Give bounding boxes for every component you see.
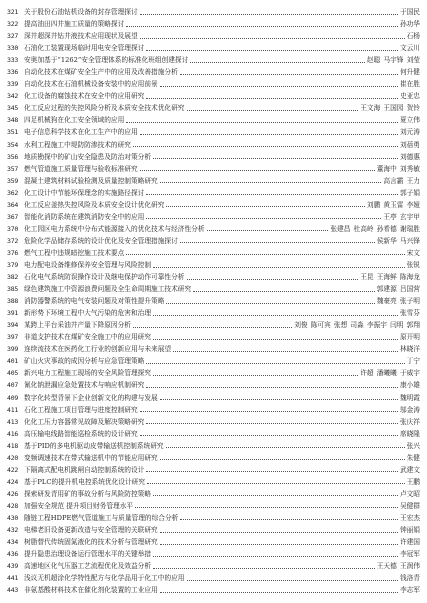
page-number: 367	[7, 212, 19, 221]
dot-leader	[153, 267, 405, 268]
page-number: 443	[7, 586, 19, 595]
article-title[interactable]: 某跨上平台采油井产量下降原因分析	[24, 321, 131, 330]
page-number: 409	[7, 393, 19, 402]
page-number: 357	[7, 164, 19, 173]
toc-entry[interactable]	[7, 139, 420, 151]
page-number: 388	[7, 297, 19, 306]
toc-entry[interactable]	[7, 416, 420, 428]
article-author: 郭子娟	[399, 188, 420, 197]
article-title[interactable]: 燃气管道施工质量管理与验收标准研究	[24, 164, 138, 173]
toc-entry[interactable]	[7, 548, 420, 560]
toc-entry[interactable]	[7, 259, 420, 271]
dot-leader	[160, 399, 398, 400]
article-title[interactable]: 化工反应釜热失控风险及本质安全设计优化研究	[24, 200, 165, 209]
article-author: 侯新华 马兴锋	[376, 236, 420, 245]
article-title[interactable]: 提升隐患治理设备运行管理水平的关键举措	[24, 550, 152, 559]
article-author: 孙功华	[399, 20, 420, 29]
article-title[interactable]: 树脂替代传统固氮液化的技术分析与管理研究	[24, 538, 158, 547]
page-number: 376	[7, 248, 19, 257]
article-author: 李志军	[399, 586, 420, 595]
page-number: 434	[7, 538, 19, 547]
article-author: 王宏杰	[399, 513, 420, 522]
page-number: 424	[7, 477, 19, 486]
article-title[interactable]: 石化电气系统防误操作设计及继电保护动作可靠性分析	[24, 273, 185, 282]
toc-entry[interactable]	[7, 175, 420, 187]
toc-entry[interactable]	[7, 187, 420, 199]
dot-leader	[146, 50, 398, 51]
page-number: 321	[7, 8, 19, 17]
dot-leader	[160, 182, 382, 183]
toc-entry[interactable]	[7, 464, 420, 476]
page-number: 385	[7, 285, 19, 294]
article-title[interactable]: 新兴电力工程施工现场的安全风险管理探究	[24, 369, 152, 378]
article-title[interactable]: 电梯老旧设备更新改造与安全管理的关联研究	[24, 526, 158, 535]
article-title[interactable]: 关于股份石油钻机设备的封存管理探讨	[24, 8, 138, 17]
article-author: 张庆祥	[399, 417, 420, 426]
dot-leader	[133, 327, 292, 328]
toc-entry[interactable]	[7, 404, 420, 416]
dot-leader	[140, 38, 405, 39]
dot-leader	[153, 568, 375, 569]
article-title[interactable]: 非氨基酸材料技术在催化剂化装置的工业应用	[24, 586, 158, 595]
page-number: 336	[7, 68, 19, 77]
dot-leader	[153, 556, 398, 557]
toc-entry[interactable]	[7, 6, 420, 18]
page-number: 413	[7, 417, 19, 426]
toc-entry[interactable]	[7, 392, 420, 404]
article-author: 赵聪 马宇锋 刘莹	[366, 56, 420, 65]
page-number: 354	[7, 140, 19, 149]
dot-leader	[187, 110, 359, 111]
toc-entry[interactable]	[7, 283, 420, 295]
page-number: 420	[7, 453, 19, 462]
toc-entry[interactable]	[7, 151, 420, 163]
article-title[interactable]: 自动化技术在煤矿安全生产中的应用及改善措施分析	[24, 68, 178, 77]
article-author: 钟丽娟	[399, 526, 420, 535]
dot-leader	[126, 122, 398, 123]
toc-entry[interactable]	[7, 295, 420, 307]
article-title[interactable]: 高速地区化气压器工艺流程优化及效益分析	[24, 562, 152, 571]
toc-entry[interactable]	[7, 54, 420, 66]
article-author: 王鹏	[406, 477, 420, 486]
article-title[interactable]: 绿色建筑施工中资源浪费问题及全生命周期施工技术研究	[24, 285, 192, 294]
dot-leader	[153, 339, 398, 340]
article-author: 刘蓓勇	[399, 140, 420, 149]
article-title[interactable]: 化工设备的腐蚀技术在安全中的应用研究	[24, 92, 145, 101]
article-title[interactable]: 新形势下环境工程中大气污染的危害和治理	[24, 309, 152, 318]
toc-entry[interactable]	[7, 536, 420, 548]
dot-leader	[160, 459, 405, 460]
dot-leader	[147, 483, 405, 484]
page-number: 382	[7, 273, 19, 282]
toc-entry[interactable]	[7, 211, 420, 223]
dot-leader	[135, 507, 398, 508]
toc-entry[interactable]	[7, 163, 420, 175]
toc-entry[interactable]	[7, 500, 420, 512]
dot-leader	[146, 471, 398, 472]
article-author: 卢文昭	[399, 489, 420, 498]
article-title[interactable]: 矿山火灾事故的成因分析与应急管理策略	[24, 357, 145, 366]
toc-entry[interactable]	[7, 572, 420, 584]
article-title[interactable]: 数字化转型背景下企业创新文化的构建与发展	[24, 393, 158, 402]
toc-entry[interactable]	[7, 18, 420, 30]
toc-entry[interactable]	[7, 355, 420, 367]
dot-leader	[140, 435, 398, 436]
article-author: 王亭 玄宇甲	[383, 212, 420, 221]
toc-entry[interactable]	[7, 78, 420, 90]
dot-leader	[140, 170, 375, 171]
toc-entry[interactable]	[7, 307, 420, 319]
article-author: 原开明	[399, 333, 420, 342]
dot-leader	[126, 254, 404, 255]
page-number: 428	[7, 501, 19, 510]
toc-entry[interactable]	[7, 90, 420, 102]
dot-leader	[133, 146, 398, 147]
article-author: 林晓洋	[399, 345, 420, 354]
article-author: 董海中 刘秀敏	[376, 164, 420, 173]
article-title[interactable]: 变频调速技术在带式输送机中的节能应用研究	[24, 453, 158, 462]
page-number: 441	[7, 574, 19, 583]
article-title[interactable]: 安奥加基于“1262”安全管理体系的标准化班组创建探讨	[24, 56, 189, 65]
article-author: 康小雄	[399, 381, 420, 390]
page-number: 399	[7, 345, 19, 354]
article-title[interactable]: 氰化钠泄漏应急处置技术与响应机制研究	[24, 381, 145, 390]
article-author: 郭建源 吕国营	[376, 285, 420, 294]
toc-entry[interactable]	[7, 102, 420, 114]
dot-leader	[126, 26, 398, 27]
page-number: 418	[7, 441, 19, 450]
dot-leader	[153, 158, 398, 159]
dot-leader	[190, 62, 365, 63]
article-author: 张建昌 杜高岭 孙希德 谢瑞胜	[330, 224, 420, 233]
article-title[interactable]: 燃气工程中违规暗挖施工技术要点	[24, 248, 125, 257]
article-author: 魏豪亮 张子明	[376, 297, 420, 306]
dot-leader	[180, 242, 375, 243]
page-number: 342	[7, 92, 19, 101]
page-number: 411	[7, 405, 19, 414]
article-title[interactable]: 智能化消防系统在建筑消防安全中的应用	[24, 212, 145, 221]
article-author: 史亚忠	[399, 92, 420, 101]
dot-leader	[153, 315, 398, 316]
toc-entry[interactable]	[7, 114, 420, 126]
article-title[interactable]: 石油化工装置现场临时用电安全管理探讨	[24, 44, 145, 53]
article-title[interactable]: 高压输电线路智能巡检系统的设计研究	[24, 429, 138, 438]
dot-leader	[153, 375, 358, 376]
toc-entry[interactable]	[7, 488, 420, 500]
article-author: 张兴	[406, 441, 420, 450]
page-number: 330	[7, 44, 19, 53]
article-title[interactable]: 随链工程HDPE燃气管道施工与质量管理的综合分析	[24, 513, 179, 522]
article-author: 文云川	[399, 44, 420, 53]
article-title[interactable]: 化工园区电力系统中分布式能源接入的优化技术与经济性分析	[24, 224, 205, 233]
page-number: 351	[7, 128, 19, 137]
dot-leader	[160, 86, 398, 87]
article-author: 何升健	[399, 68, 420, 77]
page-number: 422	[7, 465, 19, 474]
dot-leader	[193, 291, 375, 292]
toc-entry[interactable]	[7, 524, 420, 536]
article-title[interactable]: 浅议无机超涂化学特性配方与化学品用于化工中的应用	[24, 574, 185, 583]
article-author: 武建文	[399, 465, 420, 474]
dot-leader	[140, 14, 398, 15]
article-title[interactable]: 地质勘探中的矿山安全隐患及防治对策分析	[24, 152, 152, 161]
page-number: 407	[7, 381, 19, 390]
dot-leader	[160, 532, 398, 533]
article-author: 席晓隆	[399, 429, 420, 438]
article-title[interactable]: 下隔离式配电机跳闸自动控制系统的设计	[24, 465, 145, 474]
page-number: 391	[7, 309, 19, 318]
toc-entry[interactable]	[7, 452, 420, 464]
article-title[interactable]: 基于PLC的提升机电控系统优化设计研究	[24, 477, 146, 486]
toc-entry[interactable]	[7, 235, 420, 247]
dot-leader	[160, 592, 398, 593]
dot-leader	[207, 230, 329, 231]
article-author: 邬金涛	[399, 405, 420, 414]
dot-leader	[166, 447, 405, 448]
article-title[interactable]: 非道支护技术在煤矿安全施工中的应用研究	[24, 333, 152, 342]
dot-leader	[140, 134, 398, 135]
article-title[interactable]: 电子信息科学技术在化工生产中的应用	[24, 128, 138, 137]
toc-entry[interactable]	[7, 199, 420, 211]
dot-leader	[187, 580, 398, 581]
dot-leader	[146, 387, 398, 388]
article-title[interactable]: 水利工程施工中堤防防渗技术的研究	[24, 140, 131, 149]
article-author: 刘德惠	[399, 152, 420, 161]
page-number: 348	[7, 116, 19, 125]
article-title[interactable]: 提高油田四井施工质量的策略探讨	[24, 20, 125, 29]
article-title[interactable]: 石化工程施工项目管理与进度控制研究	[24, 405, 138, 414]
article-title[interactable]: 消防器警系统的电气安装问题及对策性提升策略	[24, 297, 165, 306]
toc-entry[interactable]	[7, 247, 420, 259]
toc-entry[interactable]	[7, 440, 420, 452]
article-author: 宋文	[406, 248, 420, 257]
dot-leader	[146, 363, 404, 364]
page-number: 405	[7, 369, 19, 378]
article-author: 魏明霞	[399, 393, 420, 402]
page-number: 345	[7, 104, 19, 113]
toc-entry[interactable]	[7, 223, 420, 235]
toc-entry[interactable]	[7, 379, 420, 391]
article-author: 朱健	[406, 453, 420, 462]
article-author: 钱洛青	[399, 574, 420, 583]
article-author: 王天德 王润伟	[376, 562, 420, 571]
article-author: 王文海 王国园 贺铃	[360, 104, 420, 113]
article-author: 石杨	[406, 32, 420, 41]
dot-leader	[146, 423, 398, 424]
toc-entry[interactable]	[7, 331, 420, 343]
article-title[interactable]: 化工设计中节能环保理念的实施路径探讨	[24, 188, 145, 197]
article-author: 张锐	[406, 261, 420, 269]
toc-entry[interactable]	[7, 319, 420, 331]
page-number: 397	[7, 333, 19, 342]
page-number: 356	[7, 152, 19, 161]
article-author: 张雪芬	[399, 309, 420, 318]
dot-leader	[140, 411, 398, 412]
article-author: 丁宁	[406, 357, 420, 366]
page-number: 416	[7, 429, 19, 438]
toc-entry[interactable]	[7, 367, 420, 379]
article-author: 李冠军	[399, 550, 420, 559]
page-number: 362	[7, 188, 19, 197]
article-author: 许建国	[399, 538, 420, 547]
dot-leader	[173, 351, 398, 352]
article-author: 刘鹏 黄玉雷 李娅	[366, 200, 420, 209]
page-number: 372	[7, 236, 19, 245]
article-author: 王昆 王海鲜 陈海龙	[360, 273, 420, 282]
page-number: 432	[7, 526, 19, 535]
dot-leader	[146, 218, 381, 219]
page-number: 394	[7, 321, 19, 330]
toc-entry[interactable]	[7, 428, 420, 440]
toc-entry[interactable]	[7, 66, 420, 78]
dot-leader	[180, 519, 398, 520]
article-title[interactable]: 危险化学品储存系统的设计优化及安全管理措施探讨	[24, 236, 178, 245]
page-number: 364	[7, 200, 19, 209]
article-author: 于国民	[399, 8, 420, 17]
dot-leader	[187, 279, 359, 280]
page-number: 327	[7, 32, 19, 41]
toc-entry[interactable]	[7, 512, 420, 524]
page-number: 436	[7, 550, 19, 559]
page-number: 401	[7, 357, 19, 366]
article-title[interactable]: 深井超深井钻井液技术应用现状及展望	[24, 32, 138, 41]
article-title[interactable]: 探索研发青用矿的事故分析与风险防控策略	[24, 489, 152, 498]
dot-leader	[180, 74, 398, 75]
article-title[interactable]: 化化工压力容器常见故障及解决策略研究	[24, 417, 145, 426]
page-number: 426	[7, 489, 19, 498]
article-author: 崔在胜	[399, 80, 420, 89]
article-title[interactable]: 化工反应过程的失控风险分析及本质安全技术优化研究	[24, 104, 185, 113]
toc-entry[interactable]	[7, 560, 420, 572]
dot-leader	[160, 544, 398, 545]
article-title[interactable]: 加强安全规范 提升项目财务管理水平	[24, 501, 134, 510]
article-title[interactable]: 电力配电设备维修保养安全管理与风险控制	[24, 261, 152, 269]
page-number: 333	[7, 56, 19, 65]
toc-entry[interactable]	[7, 271, 420, 283]
dot-leader	[146, 194, 398, 195]
article-title[interactable]: 自动化技术在石油机械设备安装中的应用前景	[24, 80, 158, 89]
article-author: 刘俊 陈可宾 张想 司淼 李振宇 闫明 郭翔	[294, 321, 420, 330]
dot-leader	[153, 495, 398, 496]
article-author: 吴健群	[399, 501, 420, 510]
page-number: 379	[7, 261, 19, 269]
article-author: 夏立伟	[399, 116, 420, 125]
page-number: 439	[7, 562, 19, 571]
page-number: 370	[7, 224, 19, 233]
article-title[interactable]: 四足机械狗在化工安全领域的应用	[24, 116, 125, 125]
article-title[interactable]: 混凝土建筑材料试验检测及质量控制策略研究	[24, 176, 158, 185]
dot-leader	[166, 303, 374, 304]
table-of-contents	[7, 6, 420, 596]
toc-entry[interactable]	[7, 343, 420, 355]
article-title[interactable]: 基于PID的多电机驱动皮带输送机控制系统研究	[24, 441, 164, 450]
article-author: 刘元涛	[399, 128, 420, 137]
article-author: 高言霸 王力	[383, 176, 420, 185]
toc-entry[interactable]	[7, 30, 420, 42]
toc-entry[interactable]	[7, 42, 420, 54]
page-number: 322	[7, 20, 19, 29]
dot-leader	[146, 98, 398, 99]
dot-leader	[166, 206, 364, 207]
toc-entry[interactable]	[7, 126, 420, 138]
toc-entry[interactable]	[7, 476, 420, 488]
article-author: 许超 潘曦曦 于威宇	[360, 369, 420, 378]
page-number: 359	[7, 176, 19, 185]
article-title[interactable]: 连续流技术在医药化工行业的创新应用与未来展望	[24, 345, 172, 354]
page-number: 339	[7, 80, 19, 89]
page-number: 430	[7, 513, 19, 522]
toc-entry[interactable]	[7, 584, 420, 596]
